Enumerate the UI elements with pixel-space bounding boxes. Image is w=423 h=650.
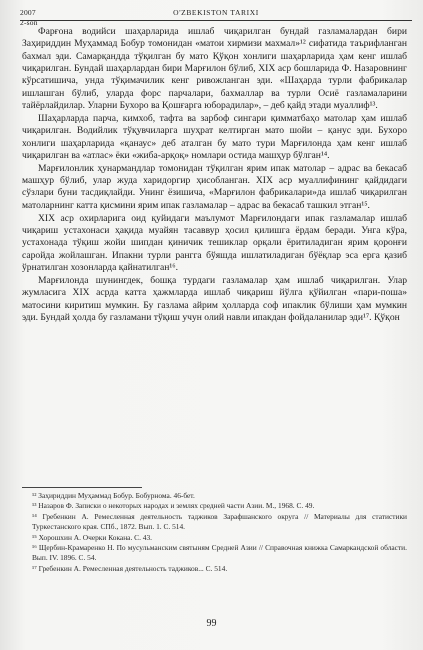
footnote: ¹⁵ Хорошхин А. Очерки Кокана. С. 43. [32, 532, 153, 542]
header-issue: 2-son [20, 18, 38, 27]
footnote: ¹⁶ Щербин-Крамаренко Н. По мусульманским святыням Средней Азии // Справочная книжка Самаркандской области. Вып. IV. 1896. С. 54. [32, 543, 407, 563]
footnote: ¹³ Назаров Ф. Записки о некоторых народах и землях средней части Азии. М., 1968. С. 49. [32, 501, 315, 511]
main-text [22, 26, 407, 324]
footnote: ¹⁷ Гребенкин А. Ремесленная деятельность таджиков... С. 514. [32, 563, 228, 573]
paragraph: Марғилонда шунингдек, бошқа турдаги газламалар ҳам ишлаб чиқарилган. Улар жумласига XIX асрда катта ҳажмларда ишлаб чиқариш йўлга қўйилган «пари-поша» матосини киритиш мумкин. Бу газлама айрим ҳолларда соф ипаклик бўлиши ҳам мумкин эди. Бундай ҳолда бу газламани тўқиш учун олий навли ипакдан фойдаланилар эди¹⁷. Қўқон [22, 274, 407, 323]
footnotes [22, 491, 407, 574]
paragraph: Фарғона водийси шаҳарларида ишлаб чиқарилган бундай газламалардан бири Заҳириддин Муҳаммад Бобур томонидан «матои хирмизи махмал»¹² сифатида таърифланган бахмал эди. Самарқандда тўқилган бу мато Қўқон хонлиги шаҳарларида ҳам кенг ишлаб чиқарилган. Бундай шаҳарлардан бири Марғилон бўлиб, XIX аср бошларида Ф. Назаровнинг кўрсатишича, унда тўқимачилик кенг ривожланган эди. «Шаҳарда турли фабрикалар ишлашган бўлиб, уларда форс парчалари, бахмаллар ва турли Осиё газламаларини тайёрлайдилар. Уларни Бухоро ва Қошғарга юборадилар», – деб қайд этади муаллиф¹³. [22, 26, 407, 112]
footnote-divider [22, 487, 142, 488]
footnote: ¹⁴ Гребенкин А. Ремесленная деятельность таджиков Зарафшанского округа // Материалы для статистики Туркестанского края. СПб., 1872. Вып. 1. С. 514. [32, 511, 407, 532]
paragraph: XIX аср охирларига оид қуйидаги маълумот Марғилондаги ипак газламалар ишлаб чиқариш устахонаси ҳақида муайян тасаввур ҳосил қилишга ёрдам беради. Унга кўра, устахонада тўқиш жойи шипдан қиничик тешиклар орқали ёритиладиган ярим қоронғи саройда жойлашган. Ипакни турли рангга бўяшда ишлатиладиган бўёқлар эса ерга қазиб ўрнатилган хозонларда қайнатилган¹⁶. [22, 212, 407, 274]
page-number: 99 [206, 618, 217, 629]
header-year: 2007 [20, 8, 36, 17]
paragraph: Шаҳарларда парча, кимхоб, тафта ва зарбоф сингари қимматбаҳо матолар ҳам ишлаб чиқарилган. Водийлик тўқувчиларга шуҳрат келтирган мато шойи – қанус эди. Бухоро хонлиги шаҳарларида «қанаус» деб аталган бу мато тури Марғилонда ҳам кенг ишлаб чиқарилган ва «атлас» ёки «жиба-арқоқ» номлари остида машҳур бўлган¹⁴. [22, 112, 407, 161]
header-divider [20, 20, 412, 21]
paragraph: Марғилонлик ҳунармандлар томонидан тўқилган ярим ипак матолар – адрас ва бекасаб машҳур бўлиб, улар жуда харидоргир ҳисобланган. XIX аср муаллифининг қайдидаги сўзлари буни тасдиқлайди. Унинг ёзишича, «Марғилон фабрикалари»да ишлаб чиқарилган матоларнинг катта қисмини ярим ипак газламалар – адрас ва бекасаб ташкил этган¹⁵. [22, 162, 407, 211]
footnote: ¹² Заҳириддин Муҳаммад Бобур. Бобурнома. 46-бет. [32, 491, 195, 500]
header-journal-title: O'ZBEKISTON TARIXI [173, 8, 259, 17]
